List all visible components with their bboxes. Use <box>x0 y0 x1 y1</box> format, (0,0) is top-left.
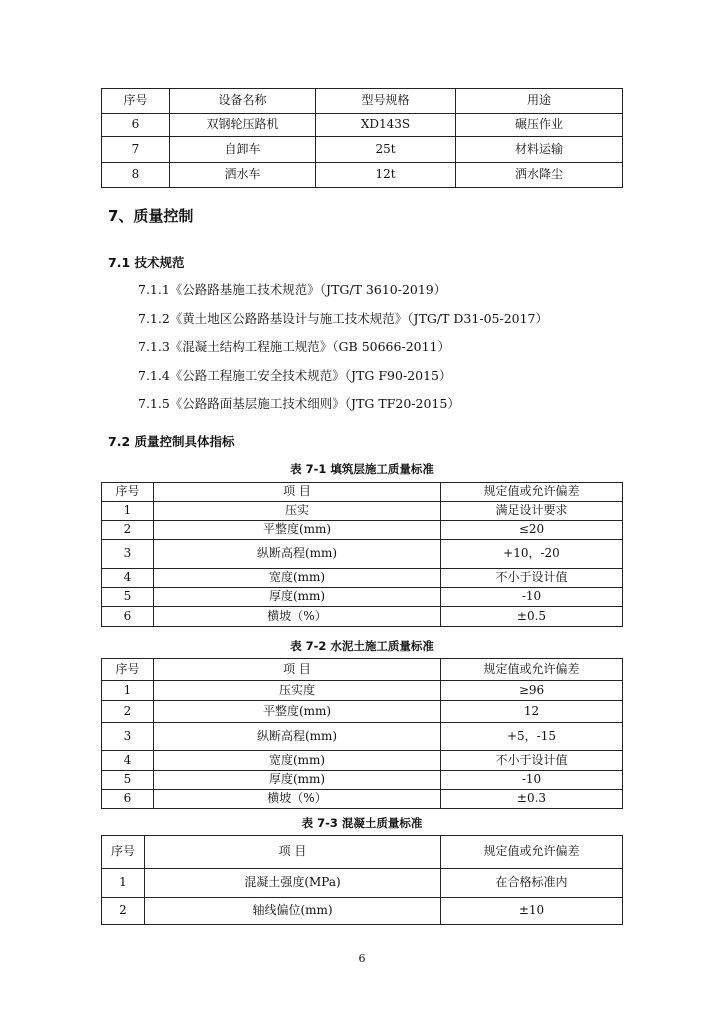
table-cell: 轴线偏位(mm) <box>145 898 441 925</box>
table-cell: ≥96 <box>441 681 623 701</box>
table-cell: 6 <box>102 114 170 137</box>
table-cell: ±0.5 <box>441 607 623 627</box>
table-cell: 厚度(mm) <box>154 588 441 607</box>
table-cell: 3 <box>102 723 154 751</box>
table-cell: +10，-20 <box>441 540 623 569</box>
table-header-row <box>102 89 623 114</box>
table-cell: 12t <box>316 163 456 188</box>
header-cell: 序号 <box>102 836 145 869</box>
table-cell: 12 <box>441 701 623 723</box>
table-cell: 厚度(mm) <box>154 771 441 790</box>
table-cell: 2 <box>102 521 154 540</box>
table-cell: 材料运输 <box>456 137 623 163</box>
table-row <box>102 701 623 723</box>
table-cell: 6 <box>102 790 154 809</box>
table-cell: ±10 <box>441 898 623 925</box>
table-cell: 纵断高程(mm) <box>154 540 441 569</box>
table-cell: 混凝土强度(MPa) <box>145 869 441 898</box>
table-cell: 双钢轮压路机 <box>170 114 316 137</box>
table-caption: 表 7-3 混凝土质量标准 <box>301 816 423 830</box>
table-row <box>102 569 623 588</box>
table-cell: ≤20 <box>441 521 623 540</box>
header-cell: 序号 <box>102 89 170 114</box>
table-cell: 宽度(mm) <box>154 751 441 771</box>
table-cell: 洒水车 <box>170 163 316 188</box>
header-cell: 项 目 <box>154 659 441 681</box>
standard-item: 7.1.4《公路工程施工安全技术规范》（JTG F90-2015） <box>138 368 452 383</box>
table-row <box>102 137 623 163</box>
header-cell: 序号 <box>102 659 154 681</box>
table-cell: 5 <box>102 771 154 790</box>
header-cell: 规定值或允许偏差 <box>441 483 623 502</box>
table-header-row <box>102 659 623 681</box>
table-row <box>102 681 623 701</box>
header-cell: 项 目 <box>145 836 441 869</box>
table-header-row <box>102 836 623 869</box>
table-cell: 横坡（%） <box>154 607 441 627</box>
table-cell: 宽度(mm) <box>154 569 441 588</box>
table-cell: 4 <box>102 569 154 588</box>
quality-table-7-3 <box>101 835 623 925</box>
table-row <box>102 502 623 521</box>
table-cell: 压实 <box>154 502 441 521</box>
table-row <box>102 723 623 751</box>
table-row <box>102 771 623 790</box>
table-cell: +5，-15 <box>441 723 623 751</box>
table-cell: 5 <box>102 588 154 607</box>
quality-table-7-1 <box>101 482 623 627</box>
table-cell: 4 <box>102 751 154 771</box>
header-cell: 规定值或允许偏差 <box>441 836 623 869</box>
table-row <box>102 588 623 607</box>
table-cell: 8 <box>102 163 170 188</box>
table-cell: 2 <box>102 898 145 925</box>
table-row <box>102 607 623 627</box>
table-cell: 洒水降尘 <box>456 163 623 188</box>
table-cell: 6 <box>102 607 154 627</box>
table-cell: 满足设计要求 <box>441 502 623 521</box>
table-cell: 7 <box>102 137 170 163</box>
table-row <box>102 790 623 809</box>
table-header-row <box>102 483 623 502</box>
table-cell: 压实度 <box>154 681 441 701</box>
table-cell: 1 <box>102 869 145 898</box>
table-cell: 25t <box>316 137 456 163</box>
subsection-title: 7.2 质量控制具体指标 <box>108 434 235 449</box>
standard-item: 7.1.1《公路路基施工技术规范》（JTG/T 3610-2019） <box>138 282 447 297</box>
table-row <box>102 898 623 925</box>
table-cell: 2 <box>102 701 154 723</box>
table-cell: 3 <box>102 540 154 569</box>
table-row <box>102 869 623 898</box>
table-cell: XD143S <box>316 114 456 137</box>
standard-item: 7.1.5《公路路面基层施工技术细则》（JTG TF20-2015） <box>138 396 460 411</box>
standard-item: 7.1.3《混凝土结构工程施工规范》（GB 50666-2011） <box>138 339 451 354</box>
standard-item: 7.1.2《黄土地区公路路基设计与施工技术规范》（JTG/T D31-05-2017） <box>138 311 549 326</box>
table-cell: 自卸车 <box>170 137 316 163</box>
quality-table-7-2 <box>101 658 623 809</box>
table-cell: 1 <box>102 502 154 521</box>
table-cell: 在合格标准内 <box>441 869 623 898</box>
page-number: 6 <box>358 952 366 965</box>
table-row <box>102 163 623 188</box>
table-caption: 表 7-2 水泥土施工质量标准 <box>290 639 434 653</box>
section-title: 7、质量控制 <box>108 207 194 225</box>
table-cell: -10 <box>441 771 623 790</box>
table-cell: 不小于设计值 <box>441 751 623 771</box>
table-cell: 不小于设计值 <box>441 569 623 588</box>
table-cell: 纵断高程(mm) <box>154 723 441 751</box>
table-cell: -10 <box>441 588 623 607</box>
table-row <box>102 114 623 137</box>
table-row <box>102 521 623 540</box>
table-cell: 横坡（%） <box>154 790 441 809</box>
header-cell: 规定值或允许偏差 <box>441 659 623 681</box>
table-cell: 平整度(mm) <box>154 701 441 723</box>
header-cell: 型号规格 <box>316 89 456 114</box>
table-cell: ±0.3 <box>441 790 623 809</box>
header-cell: 项 目 <box>154 483 441 502</box>
table-caption: 表 7-1 填筑层施工质量标准 <box>290 462 434 476</box>
table-row <box>102 540 623 569</box>
equipment-table <box>101 88 623 188</box>
table-row <box>102 751 623 771</box>
header-cell: 设备名称 <box>170 89 316 114</box>
table-cell: 1 <box>102 681 154 701</box>
table-cell: 平整度(mm) <box>154 521 441 540</box>
subsection-title: 7.1 技术规范 <box>108 255 185 270</box>
header-cell: 序号 <box>102 483 154 502</box>
table-cell: 碾压作业 <box>456 114 623 137</box>
header-cell: 用途 <box>456 89 623 114</box>
